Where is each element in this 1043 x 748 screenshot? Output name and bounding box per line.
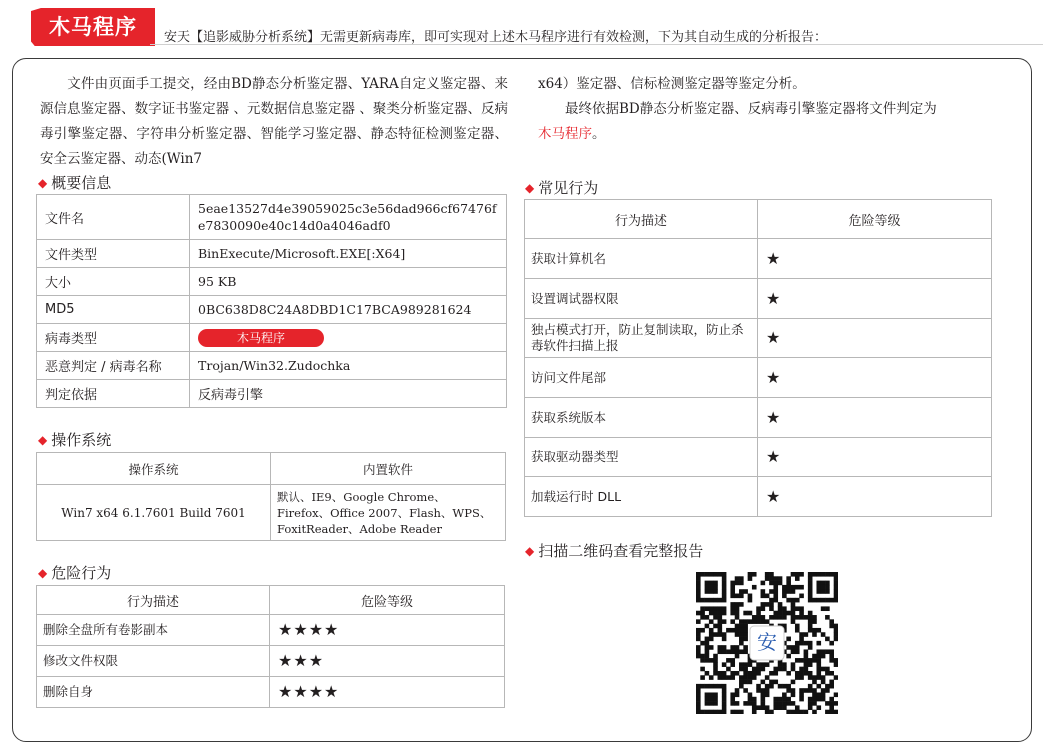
- os-row: [37, 485, 506, 541]
- qr-code-icon[interactable]: [696, 572, 838, 714]
- common-level: ★: [758, 358, 992, 398]
- overview-row: [37, 195, 507, 240]
- common-desc: 访问文件尾部: [525, 358, 758, 398]
- overview-label: 恶意判定 / 病毒名称: [37, 352, 190, 380]
- header-description: 安天【追影威胁分析系统】无需更新病毒库，即可实现对上述木马程序进行有效检测，下为其自动生成的分析报告：: [164, 30, 828, 45]
- intro-conclusion: [538, 97, 1008, 122]
- danger-title: 危险行为: [51, 564, 112, 582]
- diamond-icon: ◆: [38, 176, 48, 190]
- common-level: ★: [758, 477, 992, 517]
- diamond-icon: ◆: [525, 544, 535, 558]
- common-header: 危险等级: [758, 200, 992, 239]
- os-software: [271, 485, 506, 541]
- diamond-icon: ◆: [525, 181, 535, 195]
- danger-desc: 删除全盘所有卷影副本: [37, 615, 270, 646]
- intro-verdict-line: [538, 122, 1008, 147]
- common-desc: 获取驱动器类型: [525, 438, 758, 477]
- overview-value-cell: [190, 324, 507, 352]
- overview-label: 大小: [37, 268, 190, 296]
- overview-label: 文件名: [37, 195, 190, 240]
- overview-row: [37, 380, 507, 408]
- intro-period: 。: [592, 126, 606, 142]
- common-section-title: [525, 177, 598, 198]
- common-title: 常见行为: [538, 179, 599, 197]
- common-row: [525, 477, 992, 517]
- common-table: [524, 199, 992, 517]
- overview-row: [37, 324, 507, 352]
- danger-header-row: [37, 586, 505, 615]
- common-row: [525, 358, 992, 398]
- common-row: [525, 279, 992, 319]
- overview-value: 反病毒引擎: [190, 380, 507, 408]
- danger-level: ★★★: [270, 646, 505, 677]
- common-desc: 独占模式打开，防止复制读取，防止杀毒软件扫描上报: [525, 319, 758, 358]
- overview-row: [37, 296, 507, 324]
- common-row: [525, 398, 992, 438]
- intro-verdict: 木马程序: [538, 126, 592, 142]
- os-software-line: FoxitReader、Adobe Reader: [277, 521, 442, 536]
- overview-value: Trojan/Win32.Zudochka: [190, 352, 507, 380]
- os-software-line: Firefox、Office 2007、Flash、WPS、: [277, 505, 492, 520]
- danger-row: [37, 677, 505, 708]
- os-title: 操作系统: [51, 431, 112, 449]
- overview-row: [37, 268, 507, 296]
- danger-row: [37, 646, 505, 677]
- qr-title: 扫描二维码查看完整报告: [538, 542, 704, 560]
- danger-desc: 删除自身: [37, 677, 270, 708]
- os-name: Win7 x64 6.1.7601 Build 7601: [37, 485, 271, 541]
- overview-value: 0BC638D8C24A8DBD1C17BCA989281624: [190, 296, 507, 324]
- common-level: ★: [758, 239, 992, 279]
- common-desc: 获取计算机名: [525, 239, 758, 279]
- common-row: [525, 438, 992, 477]
- overview-value: BinExecute/Microsoft.EXE[:X64]: [190, 240, 507, 268]
- danger-desc: 修改文件权限: [37, 646, 270, 677]
- intro-paragraph-left: 文件由页面手工提交，经由BD静态分析鉴定器、YARA自定义鉴定器、来源信息鉴定器、数字证书鉴定器 、元数据信息鉴定器 、聚类分析鉴定器、反病毒引擎鉴定器、字符串分析鉴定器、智能学习鉴定器、静态特征检测鉴定器、安全云鉴定器、动态(Win7: [40, 76, 508, 167]
- overview-row: [37, 240, 507, 268]
- os-header: 操作系统: [37, 453, 271, 485]
- common-row: [525, 319, 992, 358]
- common-desc: 设置调试器权限: [525, 279, 758, 319]
- common-row: [525, 239, 992, 279]
- overview-value: 5eae13527d4e39059025c3e56dad966cf67476fe7830090e40c14d0a4046adf0: [190, 195, 507, 240]
- overview-section-title: [38, 172, 111, 193]
- os-section-title: [38, 429, 111, 450]
- overview-title: 概要信息: [51, 174, 112, 192]
- common-header-row: [525, 200, 992, 239]
- overview-value: 95 KB: [190, 268, 507, 296]
- qr-logo: 安: [757, 630, 777, 654]
- common-header: 行为描述: [525, 200, 758, 239]
- intro-line-1: x64）鉴定器、信标检测鉴定器等鉴定分析。: [538, 76, 806, 92]
- tag-label: 木马程序: [49, 15, 137, 39]
- intro-conclusion-text: 最终依据BD静态分析鉴定器、反病毒引擎鉴定器将文件判定为: [538, 101, 937, 117]
- danger-table: [36, 585, 505, 708]
- diamond-icon: ◆: [38, 566, 48, 580]
- danger-level: ★★★★: [270, 677, 505, 708]
- intro-paragraph-right: [538, 72, 1008, 147]
- os-header: 内置软件: [271, 453, 506, 485]
- danger-header: 行为描述: [37, 586, 270, 615]
- diamond-icon: ◆: [38, 433, 48, 447]
- overview-label: 病毒类型: [37, 324, 190, 352]
- danger-header: 危险等级: [270, 586, 505, 615]
- common-desc: 获取系统版本: [525, 398, 758, 438]
- overview-label: 文件类型: [37, 240, 190, 268]
- overview-label: 判定依据: [37, 380, 190, 408]
- common-level: ★: [758, 319, 992, 358]
- danger-section-title: [38, 562, 111, 583]
- os-software-line: 默认、IE9、Google Chrome、: [277, 489, 446, 504]
- qr-section-title: [525, 540, 703, 561]
- overview-table: [36, 194, 507, 408]
- os-header-row: [37, 453, 506, 485]
- overview-row: [37, 352, 507, 380]
- os-table: [36, 452, 506, 541]
- danger-row: [37, 615, 505, 646]
- report-category-tag: [31, 8, 155, 46]
- common-level: ★: [758, 438, 992, 477]
- common-desc: 加载运行时 DLL: [525, 477, 758, 517]
- common-level: ★: [758, 279, 992, 319]
- virus-type-badge: 木马程序: [198, 329, 324, 347]
- overview-label: MD5: [37, 296, 190, 324]
- danger-level: ★★★★: [270, 615, 505, 646]
- common-level: ★: [758, 398, 992, 438]
